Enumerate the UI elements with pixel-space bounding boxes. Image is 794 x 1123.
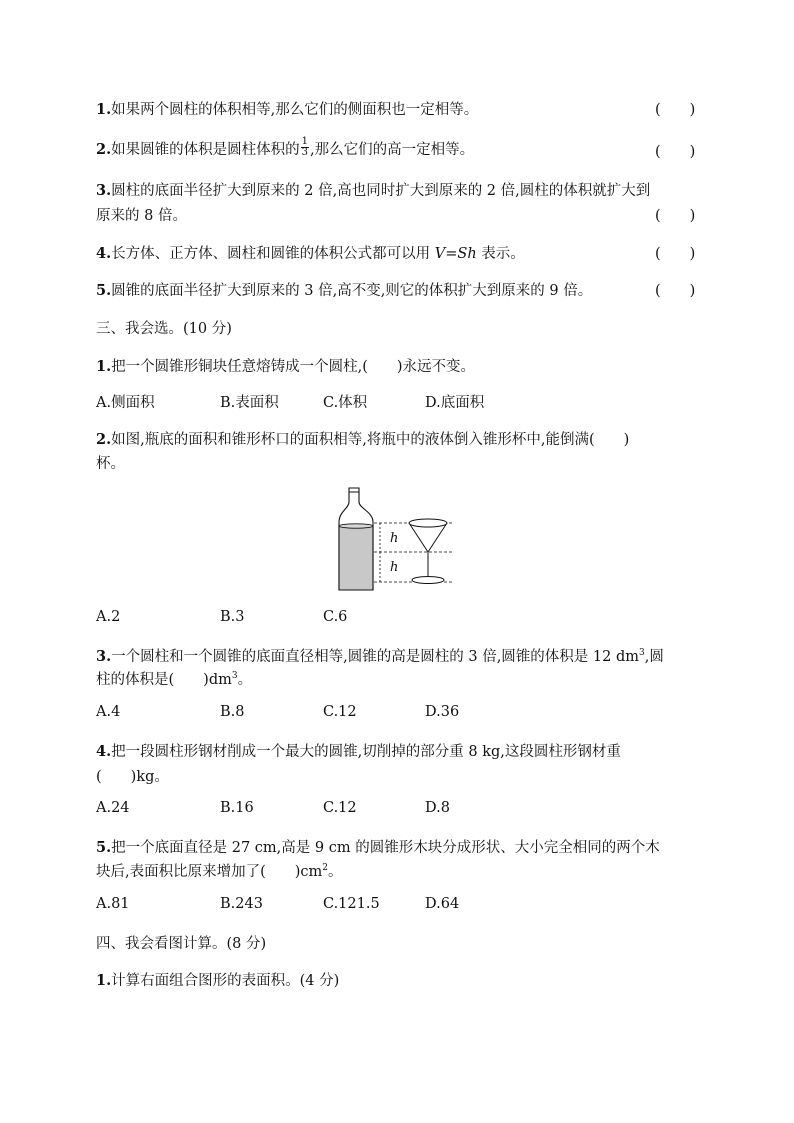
formula-eq: = [445,246,458,262]
option-c[interactable]: C.12 [323,704,357,720]
q-number: 4. [96,743,112,760]
q-text: 柱的体积是( )dm [96,672,232,688]
q-number: 2. [96,141,112,158]
q-number: 1. [96,972,112,989]
answer-blank[interactable]: ( ) [655,246,696,262]
glass-rim [409,519,447,527]
answer-blank[interactable]: ( ) [655,283,696,299]
bottle-liquid [339,526,373,590]
section4-title: 四、我会看图计算。(8 分) [96,936,267,952]
superscript: 3 [231,671,238,682]
judge-q2 [96,135,475,161]
option-d[interactable]: D.64 [425,896,460,912]
answer-blank[interactable]: ( ) [655,102,696,118]
answer-blank[interactable]: ( ) [655,144,696,160]
q-text-after: ,那么它们的高一定相等。 [310,142,475,158]
option-d[interactable]: D.底面积 [425,395,485,411]
option-c[interactable]: C.12 [323,800,357,816]
q-text: 一个圆柱和一个圆锥的底面直径相等,圆锥的高是圆柱的 3 倍,圆锥的体积是 12 dm [111,649,640,665]
q-number: 3. [96,648,112,665]
option-c[interactable]: C.6 [323,609,348,625]
option-b[interactable]: B.表面积 [220,395,279,411]
fraction-numerator: 1 [301,135,309,147]
judge-q3-line1 [96,179,650,200]
fraction-one-third [301,137,309,158]
option-b[interactable]: B.8 [220,704,245,720]
answer-blank[interactable]: ( ) [655,208,696,224]
calc-q1 [96,969,339,990]
choice-q5-line1 [96,836,660,857]
q-number: 1. [96,358,112,375]
q-text: 如图,瓶底的面积和锥形杯口的面积相等,将瓶中的液体倒入锥形杯中,能倒满( ) [111,432,630,448]
judge-q3-line2: 原来的 8 倍。 [96,208,187,224]
q-number: 3. [96,182,112,199]
q-number: 5. [96,839,112,856]
choice-q4-line1 [96,740,621,761]
q-text: 把一个圆锥形铜块任意熔铸成一个圆柱,( )永远不变。 [111,359,476,375]
option-a[interactable]: A.2 [96,609,121,625]
option-a[interactable]: A.81 [96,896,130,912]
choice-q3-line2 [96,668,252,689]
option-a[interactable]: A.24 [96,800,130,816]
q-text-after: 表示。 [476,246,525,262]
option-c[interactable]: C.体积 [323,395,368,411]
choice-q3-line1 [96,645,664,666]
choice-q5-line2 [96,860,343,881]
option-c[interactable]: C.121.5 [323,896,380,912]
fraction-denominator: 3 [301,146,309,158]
q-number: 2. [96,431,112,448]
judge-q4 [96,242,525,263]
choice-q2-line1 [96,428,629,449]
formula-v: V [434,246,446,262]
superscript: 3 [639,648,645,659]
q-text: 计算右面组合图形的表面积。(4 分) [111,973,340,989]
q-text: 把一段圆柱形钢材削成一个最大的圆锥,切削掉的部分重 8 kg,这段圆柱形钢材重 [111,744,621,760]
choice-q1 [96,355,475,376]
option-b[interactable]: B.3 [220,609,245,625]
superscript: 2 [322,863,329,874]
option-d[interactable]: D.8 [425,800,450,816]
q-text-after: ,圆 [644,649,664,665]
label-h-bottom: h [390,560,399,575]
label-h-top: h [390,531,399,546]
q-text: 长方体、正方体、圆柱和圆锥的体积公式都可以用 [111,246,435,262]
q-number: 4. [96,245,112,262]
liquid-surface [339,524,373,528]
q-number: 1. [96,101,112,118]
q-text: 圆柱的底面半径扩大到原来的 2 倍,高也同时扩大到原来的 2 倍,圆柱的体积就扩大到 [111,183,651,199]
q-text-after: 。 [328,864,343,880]
option-b[interactable]: B.16 [220,800,254,816]
glass-base [412,577,444,584]
judge-q1 [96,98,478,119]
choice-q2-line2: 杯。 [96,456,125,472]
bottle-cone-glass-figure [336,486,466,594]
option-b[interactable]: B.243 [220,896,263,912]
q-text-after: 。 [237,672,253,688]
option-d[interactable]: D.36 [425,704,460,720]
q-text: 如果圆锥的体积是圆柱体积的 [111,142,300,158]
q-number: 5. [96,282,112,299]
section3-title: 三、我会选。(10 分) [96,321,232,337]
choice-q4-line2: ( )kg。 [96,769,169,785]
q-text: 把一个底面直径是 27 cm,高是 9 cm 的圆锥形木块分成形状、大小完全相同的两个木 [111,840,660,856]
formula-sh: Sh [457,246,477,262]
q-text: 圆锥的底面半径扩大到原来的 3 倍,高不变,则它的体积扩大到原来的 9 倍。 [111,283,593,299]
option-a[interactable]: A.侧面积 [96,395,155,411]
judge-q5 [96,279,592,300]
q-text: 块后,表面积比原来增加了( )cm [96,864,323,880]
option-a[interactable]: A.4 [96,704,121,720]
q-text: 如果两个圆柱的体积相等,那么它们的侧面积也一定相等。 [111,102,479,118]
